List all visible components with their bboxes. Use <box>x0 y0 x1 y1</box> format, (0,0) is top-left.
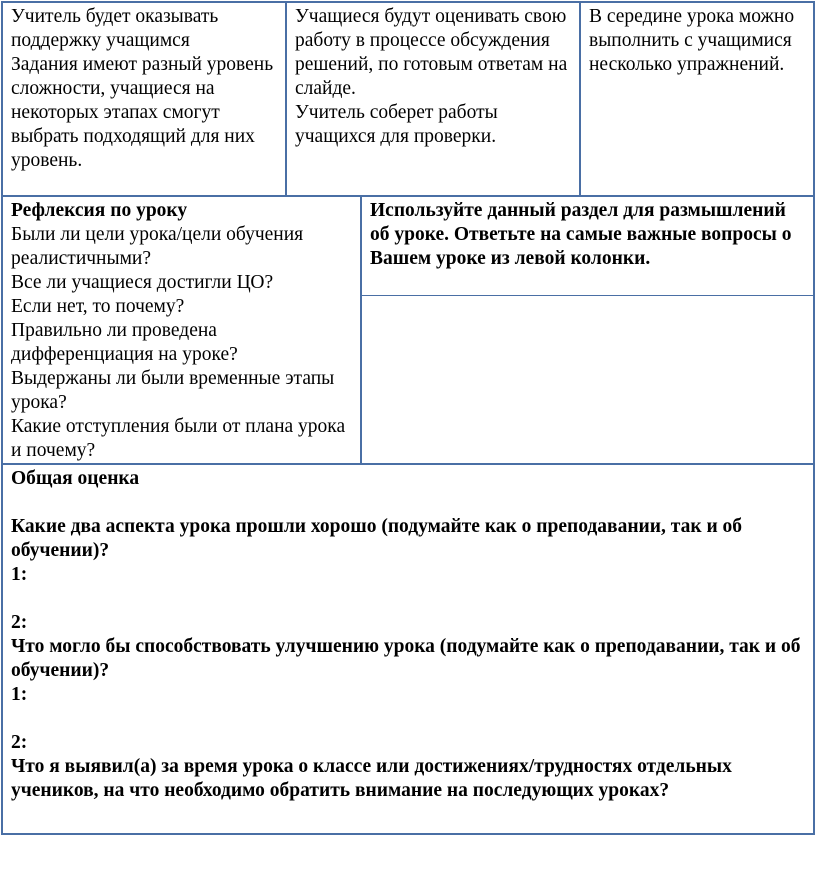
reflection-question-3: Если нет, то почему? <box>11 296 185 317</box>
reflection-title: Рефлексия по уроку <box>11 200 188 221</box>
instruction-cell <box>362 197 813 295</box>
reflection-answer-area <box>362 296 813 463</box>
reflection-question-6: Какие отступления были от плана урока и почему? <box>11 416 346 461</box>
answer-1-2: 2: <box>11 612 28 633</box>
support-text-1: Учитель будет оказывать поддержку учащимся <box>11 6 219 51</box>
reflection-question-4: Правильно ли проведена дифференциация на уроке? <box>11 320 238 365</box>
overall-cell <box>3 465 813 833</box>
border-bottom <box>1 833 815 835</box>
reflection-question-2: Все ли учащиеся достигли ЦО? <box>11 272 274 293</box>
assessment-text-2: Учитель соберет работы учащихся для проверки. <box>295 102 498 147</box>
exercises-text: В середине урока можно выполнить с учащимися несколько упражнений. <box>589 6 795 75</box>
overall-question-1: Какие два аспекта урока прошли хорошо (подумайте как о преподавании, так и об обучении)? <box>11 516 743 561</box>
border-right <box>813 1 815 835</box>
reflection-question-1: Были ли цели урока/цели обучения реалистичными? <box>11 224 304 269</box>
assessment-text-1: Учащиеся будут оценивать свою работу в процессе обсуждения решений, по готовым ответам на слайде. <box>295 6 568 99</box>
assessment-cell <box>287 3 579 195</box>
overall-title: Общая оценка <box>11 468 140 489</box>
support-cell <box>3 3 285 195</box>
support-text-2: Задания имеют разный уровень сложности, учащиеся на некоторых этапах смогут выбрать подходящий для них уровень. <box>11 54 274 171</box>
answer-1-1: 1: <box>11 564 28 585</box>
answer-2-2: 2: <box>11 732 28 753</box>
reflection-cell <box>3 197 360 463</box>
overall-question-2: Что могло бы способствовать улучшению урока (подумайте как о преподавании, так и об обучении)? <box>11 636 801 681</box>
reflection-question-5: Выдержаны ли были временные этапы урока? <box>11 368 335 413</box>
instruction-text: Используйте данный раздел для размышлений об уроке. Ответьте на самые важные вопросы о Вашем уроке из левой колонки. <box>370 200 792 269</box>
exercises-cell <box>581 3 813 195</box>
answer-2-1: 1: <box>11 684 28 705</box>
overall-question-3: Что я выявил(а) за время урока о классе или достижениях/трудностях отдельных учеников, на что необходимо обратить внимание на последующих уроках? <box>11 756 732 801</box>
